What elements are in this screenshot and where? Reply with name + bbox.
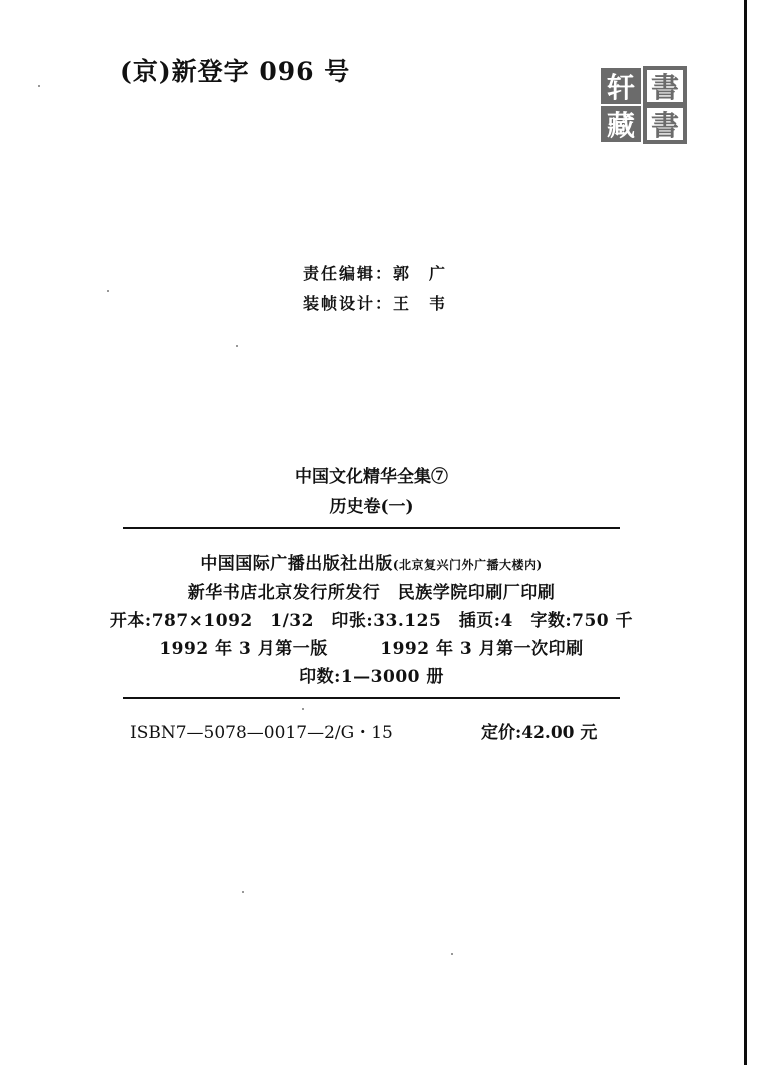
seal-char-2: 書	[650, 71, 680, 104]
book-volume: 历史卷(一)	[329, 497, 414, 517]
scan-speck	[302, 708, 304, 710]
credit-sep: ：	[375, 264, 394, 283]
page-right-border	[744, 0, 758, 1065]
isbn: ISBN7—5078—0017—2/G・15	[130, 723, 393, 743]
print-run-line: 印数:1—3000 册	[299, 667, 444, 687]
credit-sep: ：	[375, 294, 394, 313]
publisher-line	[0, 549, 743, 574]
registration-number: (京)新登字 096 号	[120, 57, 351, 86]
scan-speck	[451, 953, 453, 955]
scan-speck	[236, 345, 238, 347]
edition-line: 1992 年 3 月第一版 1992 年 3 月第一次印刷	[159, 639, 584, 659]
cover-designer	[303, 291, 447, 314]
publisher-address: (北京复兴门外广播大楼内)	[392, 558, 543, 572]
seal-char-3: 藏	[606, 109, 636, 142]
publisher: 中国国际广播出版社出版	[200, 554, 393, 574]
bottom-rule	[123, 697, 620, 699]
price: 定价:42.00 元	[481, 723, 598, 743]
seal-char-4: 書	[650, 109, 680, 142]
top-rule	[123, 527, 620, 529]
distribution-line: 新华书店北京发行所发行 民族学院印刷厂印刷	[187, 583, 556, 603]
library-seal-stamp	[599, 66, 687, 144]
scan-speck	[107, 290, 109, 292]
credit-role: 装帧设计	[303, 294, 376, 313]
credit-role: 责任编辑	[303, 264, 376, 283]
credit-name: 郭 广	[393, 264, 448, 283]
specs-line: 开本:787×1092 1/32 印张:33.125 插页:4 字数:750 千	[109, 611, 634, 631]
seal-char-1: 轩	[606, 71, 636, 104]
scan-speck	[242, 891, 244, 893]
credit-name: 王 韦	[393, 294, 448, 313]
responsible-editor	[303, 261, 447, 284]
scan-speck	[38, 85, 40, 87]
book-title: 中国文化精华全集⑦	[295, 467, 448, 487]
